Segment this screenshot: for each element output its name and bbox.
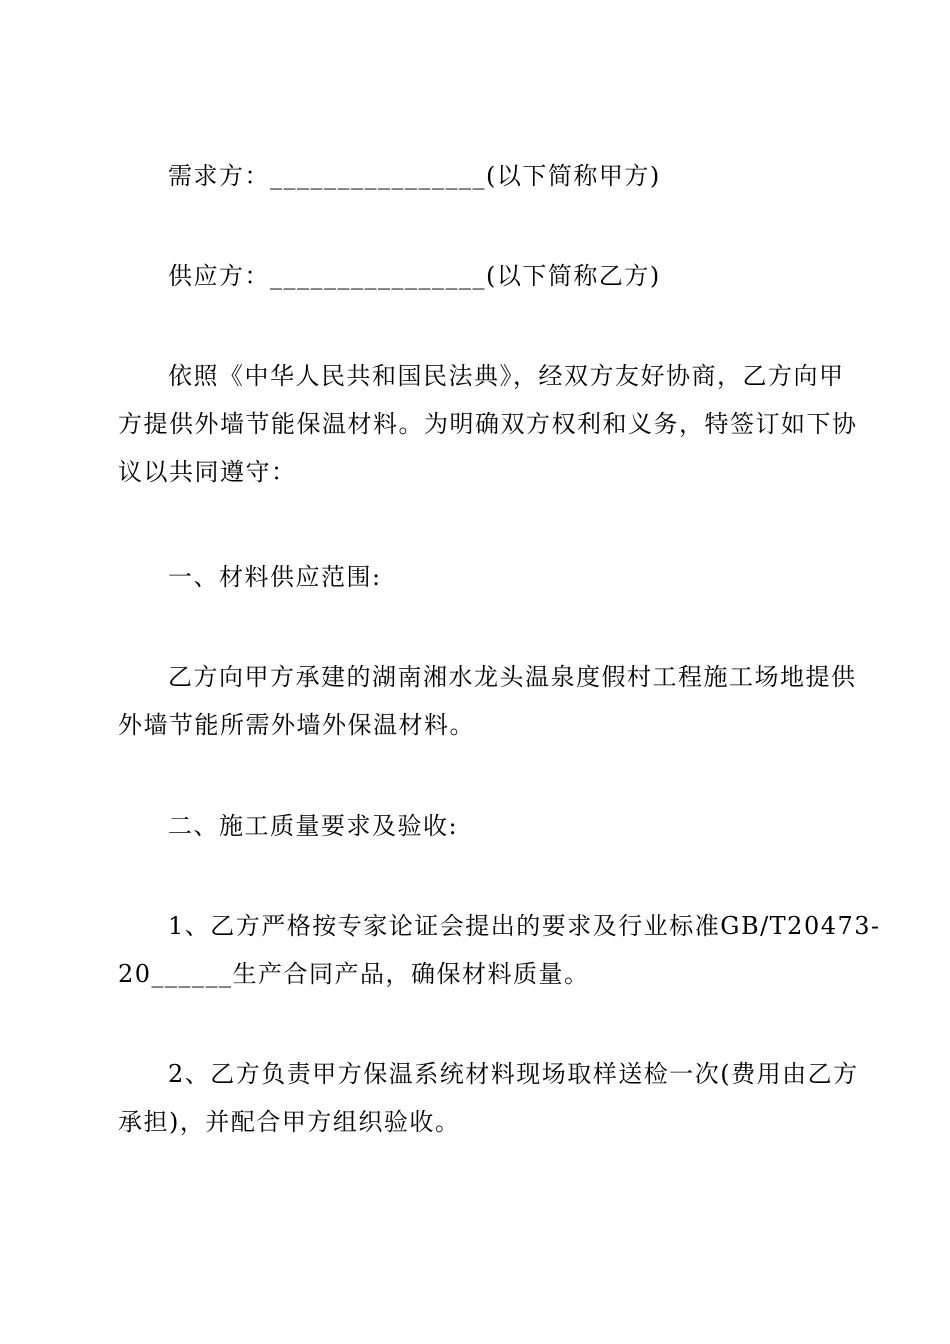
party-a-label: 需求方： bbox=[168, 162, 270, 190]
section-2-item-1-line-1: 1、乙方严格按专家论证会提出的要求及行业标准GB/T20473- bbox=[168, 912, 881, 940]
party-b-label: 供应方： bbox=[168, 262, 270, 290]
party-b-blank: ________________ bbox=[270, 262, 486, 290]
section-1-body-line-1: 乙方向甲方承建的湖南湘水龙头温泉度假村工程施工场地提供 bbox=[168, 663, 857, 691]
section-1-body-line-2: 外墙节能所需外墙外保温材料。 bbox=[118, 711, 475, 739]
intro-line-2: 方提供外墙节能保温材料。为明确双方权利和义务，特签订如下协 bbox=[118, 410, 858, 438]
intro-line-3: 议以共同遵守： bbox=[118, 458, 297, 486]
party-b-suffix: (以下简称乙方) bbox=[486, 262, 661, 290]
section-2-item-1-line-2: 20______生产合同产品，确保材料质量。 bbox=[118, 960, 590, 988]
section-2-item-2-line-1: 2、乙方负责甲方保温系统材料现场取样送检一次(费用由乙方 bbox=[168, 1060, 859, 1088]
section-2-item-2-line-2: 承担)，并配合甲方组织验收。 bbox=[118, 1108, 461, 1136]
section-2-item-1 bbox=[118, 902, 881, 998]
party-a-line bbox=[118, 152, 838, 200]
section-1-body bbox=[118, 653, 857, 749]
party-b-line bbox=[118, 252, 838, 300]
intro-line-1: 依照《中华人民共和国民法典》，经双方友好协商，乙方向甲 bbox=[168, 362, 845, 390]
section-1-heading: 一、材料供应范围: bbox=[168, 563, 382, 591]
section-2-heading: 二、施工质量要求及验收: bbox=[168, 812, 459, 840]
section-2-item-2 bbox=[118, 1050, 859, 1146]
party-a-blank: ________________ bbox=[270, 162, 486, 190]
party-a-suffix: (以下简称甲方) bbox=[486, 162, 661, 190]
intro-paragraph bbox=[118, 352, 858, 496]
